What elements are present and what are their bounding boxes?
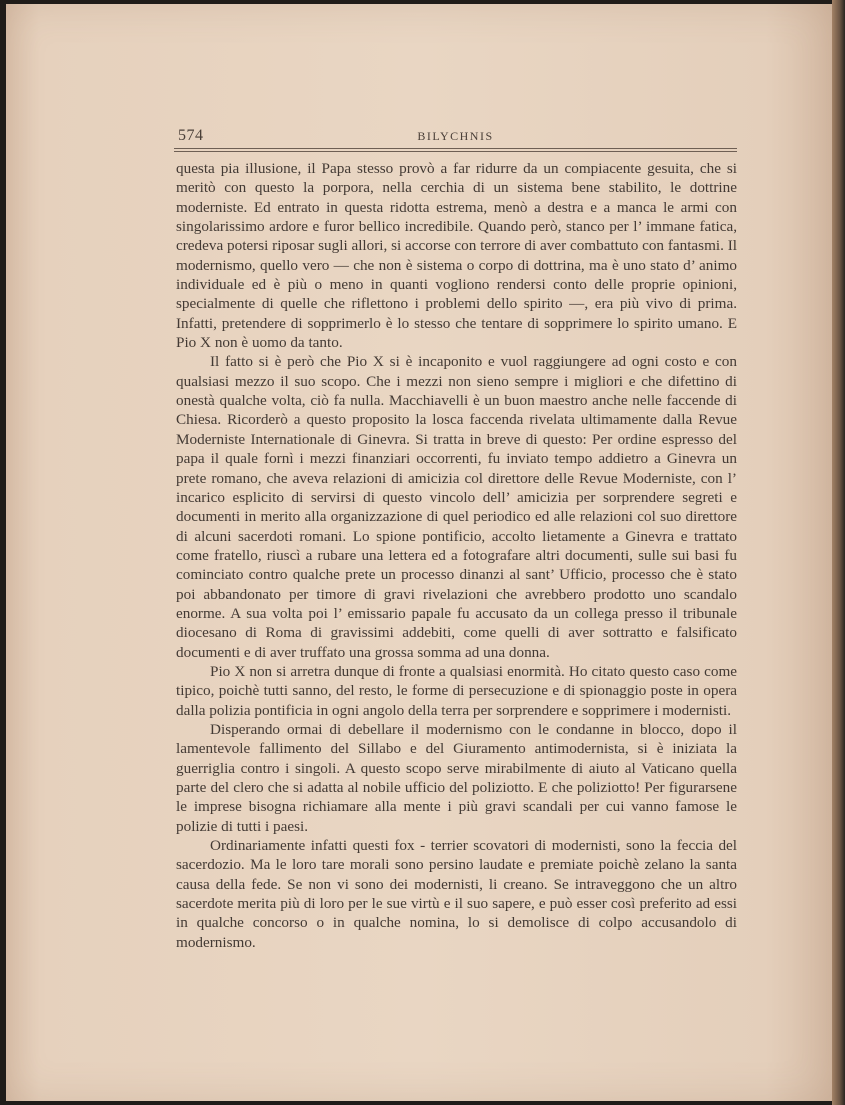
- paragraph: Pio X non si arretra dunque di fronte a qualsiasi enormità. Ho citato questo caso come tipico, poichè tutti sanno, del resto, le forme di persecuzione e di spionaggio poste in opera dalla polizia pontificia in ogni angolo della terra per sorprendere e sopprimere i modernisti.: [176, 662, 737, 719]
- paragraph: Il fatto si è però che Pio X si è incaponito e vuol raggiungere ad ogni costo e con qualsiasi mezzo il suo scopo. Che i mezzi non sieno sempre i migliori e che difettino di onestà qualche volta, ciò fa nulla. Macchiavelli è un buon maestro anche nelle faccende di Chiesa. Ricorderò a questo proposito la losca faccenda rivelata ultimamente dalla Revue Moderniste Internationale di Ginevra. Si tratta in breve di questo: Per ordine espresso del papa il quale fornì i mezzi finanziari occorrenti, fu inviato tempo addietro a Ginevra un prete romano, che aveva relazioni di amicizia col direttore delle Revue Moderniste, con l’ incarico esplicito di servirsi di questo vincolo dell’ amicizia per sorprendere segreti e documenti in merito alla organizzazione di quel periodico ed alle relazioni col suo direttore di alcuni sacerdoti romani. Lo spione pontificio, accolto lietamente a Ginevra e trattato come fratello, riuscì a rubare una lettera ed a fotografare altri documenti, sulle sui basi fu cominciato contro qualche prete un processo dinanzi al sant’ Ufficio, processo che è stato poi abbandonato per timore di gravi rivelazioni che avrebbero prodotto uno scandalo enorme. A sua volta poi l’ emissario papale fu accusato da un collega presso il tribunale diocesano di Roma di gravissimi addebiti, come quelli di aver sottratto e falsificato documenti e di aver truffato una grossa somma ad una donna.: [176, 353, 737, 661]
- header-rule-double: [174, 151, 737, 152]
- running-head: BILYCHNIS: [417, 129, 494, 143]
- header-rule: [174, 148, 737, 149]
- page-header: [174, 127, 737, 149]
- paragraph: Ordinariamente infatti questi fox - terrier scovatori di modernisti, sono la feccia del sacerdozio. Ma le loro tare morali sono persino laudate e premiate poichè zelano la santa causa della fede. Se non vi sono dei modernisti, li creano. Se intraveggono che un altro sacerdote merita più di loro per le sue virtù e il suo sapere, e può esser così preferito ad essi in qualche concorso o in qualche nomina, lo si demolisce di colpo accusandolo di modernismo.: [176, 837, 737, 951]
- page-edge: [832, 0, 845, 1105]
- paragraph: Disperando ormai di debellare il modernismo con le condanne in blocco, dopo il lamentevole fallimento del Sillabo e del Giuramento antimodernista, si è iniziata la guerriglia contro i singoli. A questo scopo serve mirabilmente di aiuto al Vaticano quella parte del clero che si adatta al nobile ufficio del poliziotto. E che poliziotto! Per figurarsene le imprese bisogna richiamare alla mente i più gravi scandali per cui vanno famose le polizie di tutti i paesi.: [176, 720, 737, 835]
- paragraph: questa pia illusione, il Papa stesso provò a far ridurre da un compiacente gesuita, che si meritò con questo la porpora, nella cerchia di un sistema bene stabilito, le dottrine moderniste. Ed entrato in questa ridotta estrema, menò a destra e a manca le armi con singolarissimo ardore e furor bellico incredibile. Quando però, stanco per l’ immane fatica, credeva potersi riposar sugli allori, si accorse con terrore di aver combattuto con fantasmi. Il modernismo, quello vero — che non è sistema o corpo di dottrina, ma è uno stato d’ animo individuale ed è più o meno in quanti vogliono rendersi conto delle proprie opinioni, specialmente di quelle che riflettono i problemi dello spirito —, era più vivo di prima. Infatti, pretendere di sopprimerlo è lo stesso che tentare di sopprimere lo spirito umano. E Pio X non è uomo da tanto.: [176, 160, 737, 352]
- page-number: 574: [178, 127, 204, 144]
- body-text: [176, 159, 737, 952]
